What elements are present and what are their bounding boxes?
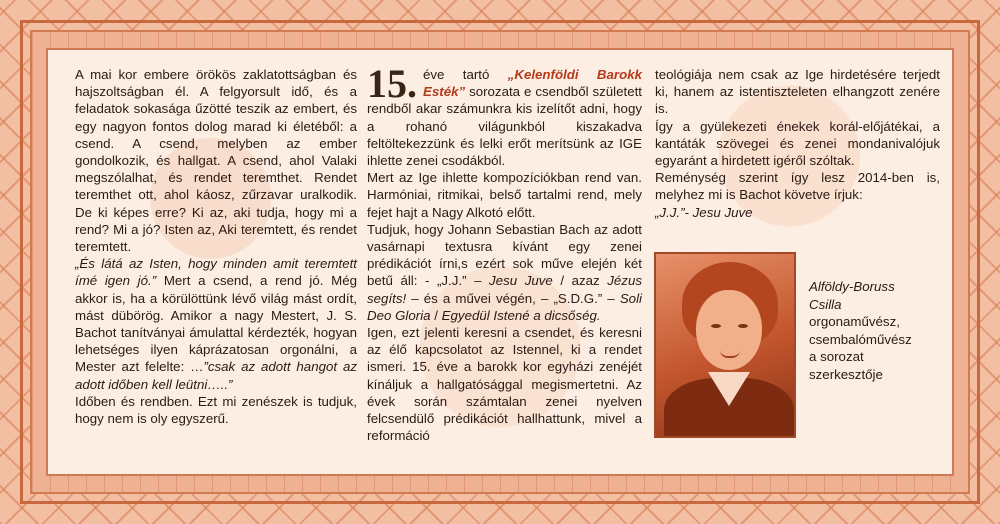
order-text: Mert az Ige ihlette kompozíciókban rend van. Harmóniai, ritmikai, belső tartalmi rend, mely fejet hajt a Nagy Alkotó előtt. (367, 170, 642, 220)
chorale-text: Így a gyülekezeti énekek korál-előjátékai, a kantáták szövegei és zenei mondanivalójuk egyaránt a hirdetett igéről szóltak. (655, 118, 940, 169)
portrait-face (696, 290, 762, 370)
caption-role: orgonaművész, (809, 314, 900, 329)
caption-name: Csilla (809, 296, 842, 312)
caption-role: csembalóművész (809, 331, 912, 347)
sdg-text: – és a művei végén, – „S.D.G.” – (406, 290, 620, 306)
caption-role: a sorozat (809, 349, 864, 364)
jesu-juve: Jesu Juve (489, 273, 553, 289)
paragraph (655, 66, 940, 221)
jezus-segits: Jézus segíts! (367, 273, 642, 306)
portrait-photo (654, 252, 796, 438)
egyedul-isten: Egyedül Istené a dicsőség. (441, 307, 601, 323)
bach-quote: ”csak az adott hangot az adott időben kell leütni…..” (75, 359, 357, 392)
jj-signature: „J.J.”- Jesu Juve (655, 204, 753, 220)
column-1 (75, 66, 357, 427)
paragraph (75, 66, 357, 427)
separator-text: / (430, 307, 442, 323)
soli-deo-gloria: Soli Deo Gloria (367, 290, 642, 323)
drop-number: 15. (367, 61, 417, 106)
hope-text: Reménység szerint így lesz 2014-ben is, melyhez mi is Bachot követve írjuk: (655, 170, 940, 203)
seeking-text: Igen, ezt jelenti keresni a csendet, és keresni az élő kapcsolatot az Istennel, ki a rendet ismeri. 15. éve a barokk kor egyházi zenéjét kínáljuk a hallgatósággal megismertetni. Az évek során számtalan zenei nyelven felcsendülő prédikációt hallhattunk, mivel a reformáció (367, 325, 642, 444)
genesis-quote: „És látá az Isten, hogy minden amit teremtett ímé igen jó.” (75, 256, 357, 289)
separator-text: / azaz (552, 273, 608, 289)
caption-role: szerkesztője (809, 366, 883, 382)
closing-text: Időben és rendben. Ezt mi zenészek is tudjuk, hogy nem is oly egyszerű. (75, 393, 357, 427)
intro-text: éve tartó (423, 67, 508, 82)
bach-text: Mert a csend, a rend jó. Még akkor is, ha a körülöttünk lévő világ mást ordít, mást dübörög. Amikor a nagy Mestert, J. S. Bachot tanítványai ámulattal kérdezték, hogyan lehetséges ilyen káprázatosan orgonálni, a Mester azt felelte: … (75, 273, 357, 375)
paragraph (367, 61, 643, 444)
column-2 (367, 61, 643, 444)
portrait-eye (711, 324, 721, 328)
portrait-caption (809, 278, 949, 383)
intro-text-cont: sorozata e csendből született rendből akar számunkra kis izelítőt adni, hogy a rohanó világunkból kiszakadva feltöltekezzünk és lelki erőt merítsünk az IGE ihlette zenei csodákból. (367, 84, 642, 169)
theology-text: teológiája nem csak az Ige hirdetésére terjedt ki, hanem az istentiszteleten elhangzott zenére is. (655, 67, 940, 117)
caption-name: Alföldy-Boruss (809, 279, 895, 294)
column-3 (655, 66, 940, 221)
bach-text: Tudjuk, hogy Johann Sebastian Bach az adott vasárnapi textusra kívánt egy zenei prédikációt írni,s ezért sok műve elején két betű áll: - „J.J.” – (367, 221, 642, 289)
intro-text: A mai kor embere örökös zaklatottságban és hajszoltságban él. A felgyorsult idő, és a feladatok sokasága űzötté teszik az embert, és egy nagyon fontos dolog marad ki életéből: a csend. A csend, melyben az ember gondolkozik, és hallgat. A csend, ahol Valaki megszólalhat, és rendet teremthet. Rendet teremthet ott, ahol káosz, zűrzavar uralkodik. De ki képes erre? Ki az, aki tudja, hogy mi a rend? Mi a jó? Isten az, Aki teremtett, és rendet teremtett. (75, 67, 357, 255)
series-title: „Kelenföldi Barokk Esték” (423, 67, 643, 100)
portrait-eye (738, 324, 748, 328)
